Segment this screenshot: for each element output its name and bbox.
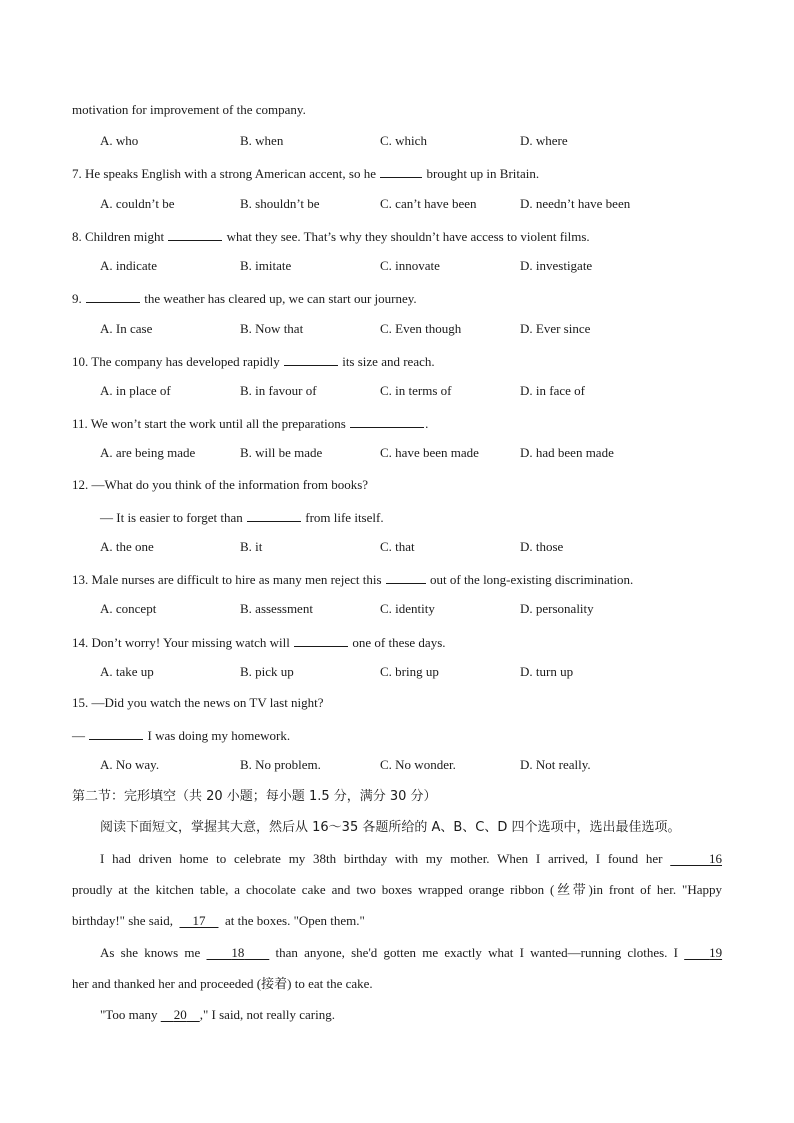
q8-answer-blank (168, 227, 222, 241)
cloze-blank-20-number: 20 (173, 1007, 187, 1022)
q8-option-c: C. innovate (380, 258, 440, 273)
q13-option-d: D. personality (520, 601, 594, 616)
q9-stem-b: the weather has cleared up, we can start our journey. (144, 291, 417, 306)
q10-option-a: A. in place of (100, 383, 171, 398)
q10-stem-b: its size and reach. (342, 354, 435, 369)
passage-p3-a: "Too many (100, 1007, 158, 1022)
q15-reply (72, 726, 290, 744)
cloze-blank-17-number: 17 (192, 913, 206, 928)
q14-option-b: B. pick up (240, 664, 294, 679)
q10-option-b: B. in favour of (240, 383, 317, 398)
cloze-blank-17 (179, 913, 218, 928)
q13-stem-b: out of the long-existing discrimination. (430, 572, 634, 587)
q13-option-b: B. assessment (240, 601, 313, 616)
q13-stem (72, 570, 633, 588)
q13-option-a: A. concept (100, 601, 157, 616)
q7-stem-b: brought up in Britain. (426, 166, 540, 181)
passage-p1-line1 (100, 851, 722, 867)
q14-answer-blank (294, 633, 348, 647)
q9-option-a: A. In case (100, 321, 153, 336)
passage-p1-line2: proudly at the kitchen table, a chocolate cake and two boxes wrapped orange ribbon (丝带)in front of her. "Happy (72, 882, 722, 897)
q11-stem (72, 414, 428, 432)
cloze-blank-16 (670, 851, 722, 866)
cloze-blank-18-number: 18 (231, 945, 245, 960)
q12-option-a: A. the one (100, 539, 154, 554)
passage-p1-line3-a: birthday!" she said, (72, 913, 173, 928)
passage-p1-line1-text: I had driven home to celebrate my 38th birthday with my mother. When I arrived, I found her (100, 851, 663, 866)
cloze-blank-20 (161, 1007, 200, 1022)
cloze-blank-19 (684, 945, 722, 960)
q7-answer-blank (380, 164, 422, 178)
q15-answer-blank (89, 726, 143, 740)
q12-reply-b: from life itself. (305, 510, 384, 525)
cloze-blank-19-number: 19 (709, 945, 723, 960)
q15-option-c: C. No wonder. (380, 757, 456, 772)
q8-stem-b: what they see. That’s why they shouldn’t have access to violent films. (226, 229, 590, 244)
q6-stem-tail: motivation for improvement of the company. (72, 102, 306, 117)
q9-option-d: D. Ever since (520, 321, 591, 336)
q11-stem-b: . (425, 416, 429, 431)
q13-answer-blank (386, 570, 426, 584)
q11-option-a: A. are being made (100, 445, 196, 460)
q15-option-d: D. Not really. (520, 757, 591, 772)
q9-stem (72, 289, 417, 307)
q12-option-c: C. that (380, 539, 415, 554)
q12-stem: 12. —What do you think of the information from books? (72, 477, 369, 492)
cloze-blank-16-number: 16 (709, 851, 722, 866)
q8-option-b: B. imitate (240, 258, 292, 273)
q10-option-c: C. in terms of (380, 383, 452, 398)
q7-option-c: C. can’t have been (380, 196, 477, 211)
q11-option-c: C. have been made (380, 445, 479, 460)
q7-option-d: D. needn’t have been (520, 196, 631, 211)
q11-option-d: D. had been made (520, 445, 614, 460)
q15-stem: 15. —Did you watch the news on TV last night? (72, 695, 324, 710)
passage-p2-line1-b: than anyone, she'd gotten me exactly what I wanted—running clothes. I (275, 945, 678, 960)
q15-reply-a: — (72, 728, 85, 743)
q15-option-b: B. No problem. (240, 757, 321, 772)
section2-instruction: 阅读下面短文，掌握其大意，然后从 16～35 各题所给的 A、B、C、D 四个选项中，选出最佳选项。 (100, 820, 681, 835)
section2-heading: 第二节：完形填空（共 20 小题；每小题 1.5 分，满分 30 分） (72, 789, 437, 804)
q7-option-b: B. shouldn’t be (240, 196, 320, 211)
q9-option-c: C. Even though (380, 321, 462, 336)
q8-option-d: D. investigate (520, 258, 593, 273)
q14-stem (72, 633, 446, 651)
q14-option-a: A. take up (100, 664, 154, 679)
q6-option-b: B. when (240, 133, 284, 148)
passage-p2-line2: her and thanked her and proceeded (接着) to eat the cake. (72, 976, 373, 991)
passage-p3-b: ," I said, not really caring. (199, 1007, 335, 1022)
q8-stem (72, 227, 590, 245)
q8-stem-a: 8. Children might (72, 229, 165, 244)
q14-stem-b: one of these days. (352, 635, 446, 650)
q12-reply (100, 508, 384, 526)
q6-option-d: D. where (520, 133, 568, 148)
q11-stem-a: 11. We won’t start the work until all the preparations (72, 416, 346, 431)
q15-option-a: A. No way. (100, 757, 160, 772)
q9-option-b: B. Now that (240, 321, 304, 336)
q7-stem-a: 7. He speaks English with a strong American accent, so he (72, 166, 376, 181)
q15-reply-b: I was doing my homework. (147, 728, 291, 743)
q7-option-a: A. couldn’t be (100, 196, 175, 211)
q12-reply-a: — It is easier to forget than (100, 510, 243, 525)
passage-p2-line1 (100, 945, 722, 961)
q8-option-a: A. indicate (100, 258, 158, 273)
q7-stem (72, 164, 539, 182)
q14-option-d: D. turn up (520, 664, 574, 679)
q9-answer-blank (86, 289, 140, 303)
q10-answer-blank (284, 352, 338, 366)
q10-option-d: D. in face of (520, 383, 585, 398)
q13-option-c: C. identity (380, 601, 435, 616)
q10-stem-a: 10. The company has developed rapidly (72, 354, 280, 369)
passage-p1-line3 (72, 913, 365, 929)
q9-stem-a: 9. (72, 291, 82, 306)
q6-option-c: C. which (380, 133, 427, 148)
q13-stem-a: 13. Male nurses are difficult to hire as many men reject this (72, 572, 382, 587)
q10-stem (72, 352, 435, 370)
q12-answer-blank (247, 508, 301, 522)
q14-stem-a: 14. Don’t worry! Your missing watch will (72, 635, 290, 650)
q6-option-a: A. who (100, 133, 139, 148)
q14-option-c: C. bring up (380, 664, 439, 679)
q11-option-b: B. will be made (240, 445, 323, 460)
passage-p1-line3-b: at the boxes. "Open them." (224, 913, 365, 928)
cloze-blank-18 (207, 945, 270, 960)
q11-answer-blank (350, 414, 424, 428)
passage-p2-line1-a: As she knows me (100, 945, 201, 960)
q12-option-b: B. it (240, 539, 263, 554)
passage-p3 (100, 1007, 335, 1023)
q12-option-d: D. those (520, 539, 564, 554)
